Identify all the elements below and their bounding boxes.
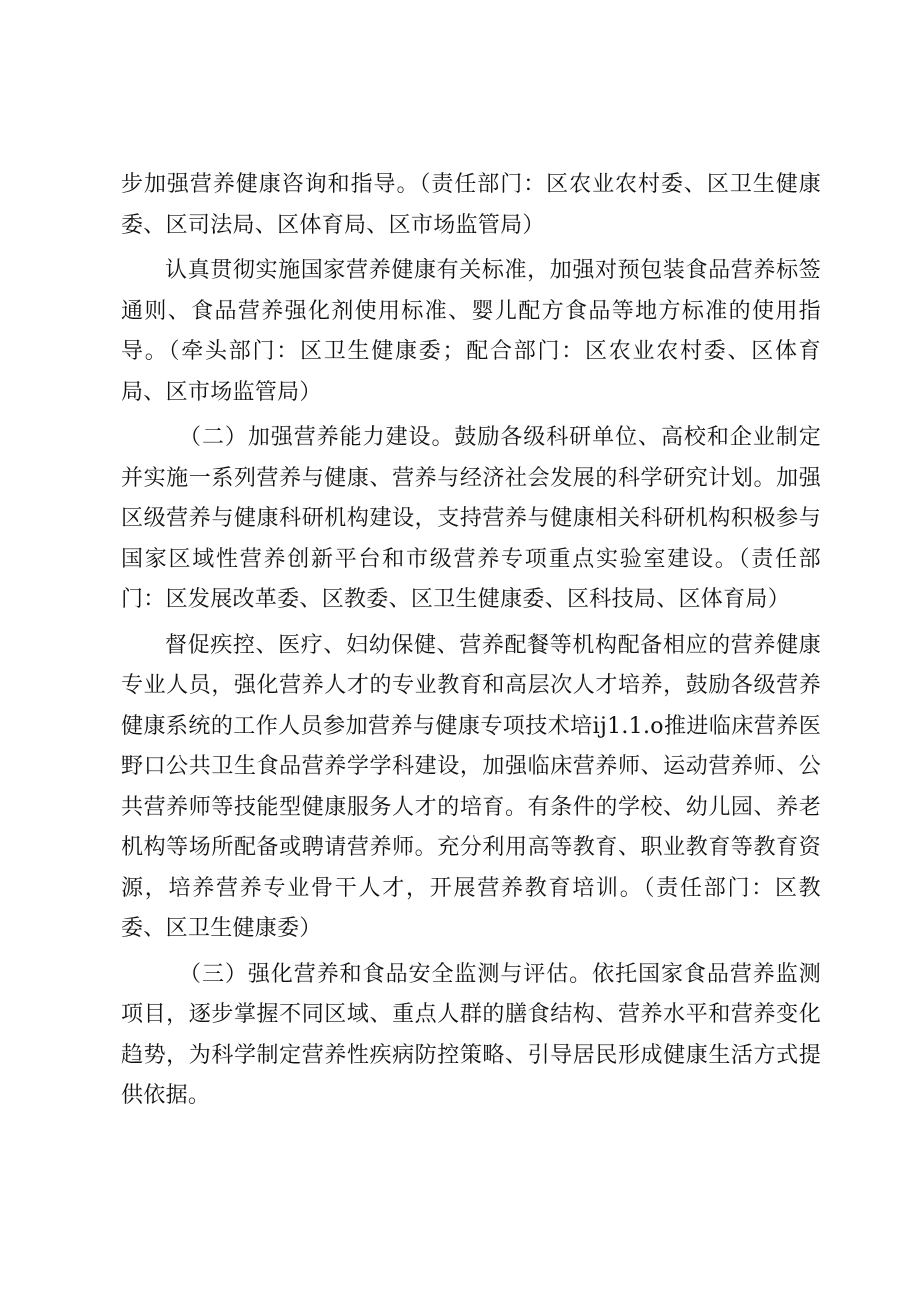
- paragraph-personnel: 督促疾控、医疗、妇幼保健、营养配餐等机构配备相应的营养健康专业人员，强化营养人才的专业教育和高层次人才培养，鼓励各级营养健康系统的工作人员参加营养与健康专项技术培ij1.1.o推进临床营养医野口公共卫生食品营养学学科建设，加强临床营养师、运动营养师、公共营养师等技能型健康服务人才的培育。有条件的学校、幼儿园、养老机构等场所配备或聘请营养师。充分利用高等教育、职业教育等教育资源，培养营养专业骨干人才，开展营养教育培训。（责任部门：区教委、区卫生健康委）: [121, 632, 821, 941]
- paragraph-continuation: 步加强营养健康咨询和指导。（责任部门：区农业农村委、区卫生健康委、区司法局、区体育局、区市场监管局）: [121, 172, 821, 238]
- document-body: [121, 165, 821, 1122]
- paragraph-section-three: （三）强化营养和食品安全监测与评估。依托国家食品营养监测项目，逐步掌握不同区域、重点人群的膳食结构、营养水平和营养变化趋势，为科学制定营养性疾病防控策略、引导居民形成健康生活方式提供依据。: [121, 961, 821, 1108]
- paragraph-standards: 认真贯彻实施国家营养健康有关标准，加强对预包装食品营养标签通则、食品营养强化剂使用标准、婴儿配方食品等地方标准的使用指导。（牵头部门：区卫生健康委；配合部门：区农业农村委、区体育局、区市场监管局）: [121, 258, 821, 405]
- paragraph-section-two: （二）加强营养能力建设。鼓励各级科研单位、高校和企业制定并实施一系列营养与健康、营养与经济社会发展的科学研究计划。加强区级营养与健康科研机构建设，支持营养与健康相关科研机构积极参与国家区域性营养创新平台和市级营养专项重点实验室建设。（责任部门：区发展改革委、区教委、区卫生健康委、区科技局、区体育局）: [121, 425, 821, 612]
